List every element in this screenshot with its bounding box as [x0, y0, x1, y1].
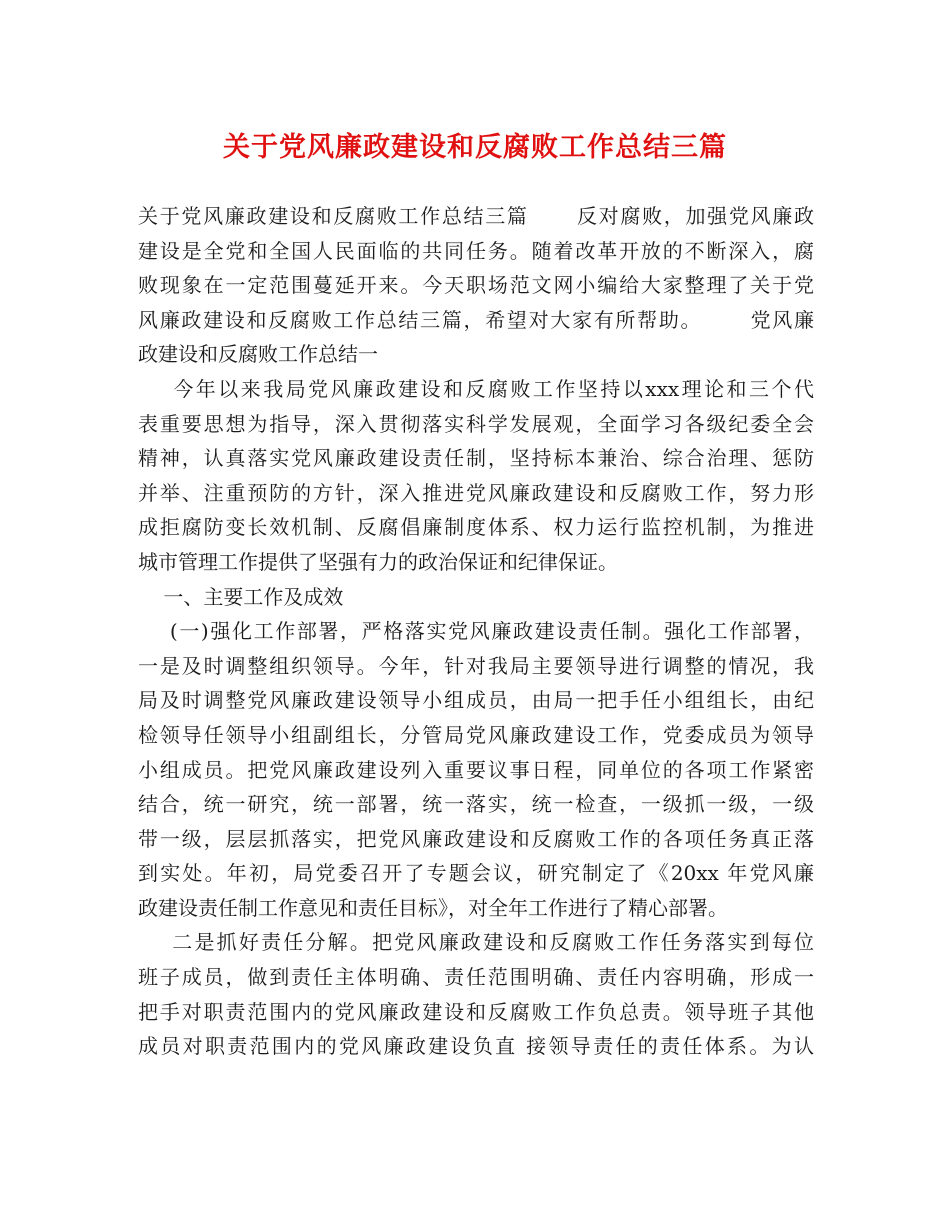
body-line: 风廉政建设和反腐败工作总结三篇，希望对大家有所帮助。 党风廉: [138, 307, 814, 332]
document-title: 关于党风廉政建设和反腐败工作总结三篇: [223, 132, 727, 163]
body-line: 并举、注重预防的方针，深入推进党风廉政建设和反腐败工作，努力形: [138, 480, 814, 505]
body-line: 检领导任领导小组副组长，分管局党风廉政建设工作，党委成员为领导: [138, 722, 814, 747]
body-line: 班子成员，做到责任主体明确、责任范围明确、责任内容明确，形成一: [138, 965, 814, 990]
body-line: 结合，统一研究，统一部署，统一落实，统一检查，一级抓一级，一级: [138, 792, 814, 817]
body-line: 到实处。年初，局党委召开了专题会议，研究制定了《20xx 年党风廉: [138, 861, 814, 886]
body-line: 城市管理工作提供了坚强有力的政治保证和纪律保证。: [138, 549, 618, 574]
body-line: 带一级，层层抓落实，把党风廉政建设和反腐败工作的各项任务真正落: [138, 826, 814, 851]
body-line: 精神，认真落实党风廉政建设责任制，坚持标本兼治、综合治理、惩防: [138, 446, 814, 471]
body-line: 政建设和反腐败工作总结一: [138, 342, 378, 367]
document-body: [138, 199, 814, 1064]
body-line: 局及时调整党风廉政建设领导小组成员，由局一把手任小组组长，由纪: [138, 688, 814, 713]
body-line: 二是抓好责任分解。把党风廉政建设和反腐败工作任务落实到每位: [138, 930, 814, 955]
body-line: 把手对职责范围内的党风廉政建设和反腐败工作负总责。领导班子其他: [138, 999, 814, 1024]
body-line: 成员对职责范围内的党风廉政建设负直 接领导责任的责任体系。为认: [138, 1034, 814, 1059]
body-line: 一、主要工作及成效: [138, 584, 344, 609]
body-line: 今年以来我局党风廉政建设和反腐败工作坚持以xxx理论和三个代: [138, 376, 814, 401]
body-line: 政建设责任制工作意见和责任目标》，对全年工作进行了精心部署。: [138, 895, 728, 920]
body-line: 表重要思想为指导，深入贯彻落实科学发展观，全面学习各级纪委全会: [138, 411, 814, 436]
body-line: 小组成员。把党风廉政建设列入重要议事日程，同单位的各项工作紧密: [138, 757, 814, 782]
body-line: 建设是全党和全国人民面临的共同任务。随着改革开放的不断深入，腐: [138, 238, 814, 263]
body-line: 成拒腐防变长效机制、反腐倡廉制度体系、权力运行监控机制，为推进: [138, 515, 814, 540]
body-line: 败现象在一定范围蔓延开来。今天职场范文网小编给大家整理了关于党: [138, 273, 814, 298]
body-line: 一是及时调整组织领导。今年，针对我局主要领导进行调整的情况，我: [138, 653, 814, 678]
body-line: 关于党风廉政建设和反腐败工作总结三篇 反对腐败，加强党风廉政: [138, 204, 814, 228]
body-line: (一)强化工作部署，严格落实党风廉政建设责任制。强化工作部署，: [138, 619, 814, 644]
